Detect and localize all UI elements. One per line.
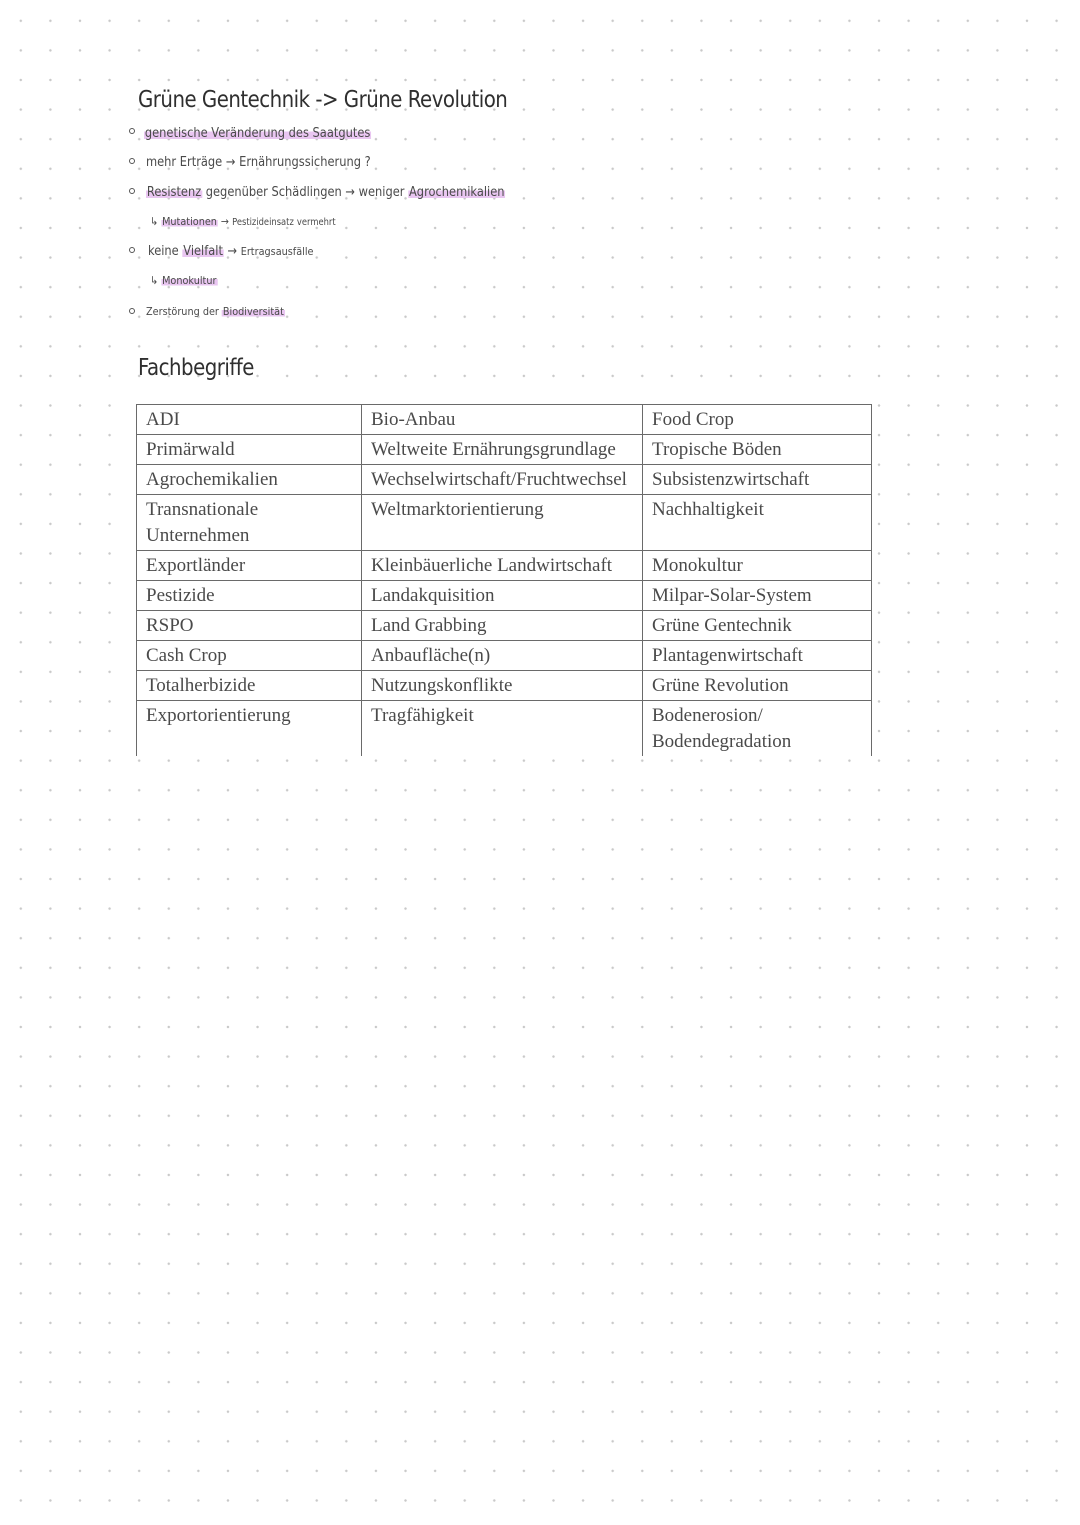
bullet-icon xyxy=(129,188,135,194)
table-cell: Milpar-Solar-System xyxy=(643,581,872,611)
note-item xyxy=(144,126,371,141)
section-title-fachbegriffe: Fachbegriffe xyxy=(138,355,254,381)
table-cell: Exportländer xyxy=(137,551,362,581)
bullet-icon xyxy=(129,128,135,134)
table-cell: Plantagenwirtschaft xyxy=(643,641,872,671)
table-row xyxy=(137,671,872,701)
table-cell: Cash Crop xyxy=(137,641,362,671)
table-cell: RSPO xyxy=(137,611,362,641)
arrow-right-icon: → xyxy=(225,155,236,170)
arrow-right-icon: → xyxy=(227,244,238,259)
note-text: Zerstörung xyxy=(146,305,200,318)
sub-arrow-icon: ↳ xyxy=(150,274,159,287)
bullet-icon xyxy=(129,308,135,314)
table-cell: Landakquisition xyxy=(362,581,643,611)
table-cell: Weltmarktorientierung xyxy=(362,495,643,551)
table-row xyxy=(137,701,872,757)
table-cell: Food Crop xyxy=(643,405,872,435)
table-cell: Pestizide xyxy=(137,581,362,611)
table-row xyxy=(137,435,872,465)
table-cell: Tropische Böden xyxy=(643,435,872,465)
table-row xyxy=(137,551,872,581)
table-cell: Monokultur xyxy=(643,551,872,581)
table-cell: Tragfähigkeit xyxy=(362,701,643,757)
table-cell: Anbaufläche(n) xyxy=(362,641,643,671)
note-text: keine xyxy=(148,244,179,259)
note-item xyxy=(146,305,285,318)
note-text: Pestizideinsatz xyxy=(232,217,294,228)
sub-arrow-icon: ↳ xyxy=(150,215,159,228)
table-cell: Bodenerosion/ Bodendegradation xyxy=(643,701,872,757)
table-cell: Kleinbäuerliche Landwirtschaft xyxy=(362,551,643,581)
table-cell: Weltweite Ernährungsgrundlage xyxy=(362,435,643,465)
note-text: Mutationen xyxy=(162,215,217,228)
table-cell: Transnationale Unternehmen xyxy=(137,495,362,551)
note-text: Ertragsausfälle xyxy=(240,245,314,258)
note-text: weniger xyxy=(358,185,405,200)
table-cell: Exportorientierung xyxy=(137,701,362,757)
note-text: Monokultur xyxy=(162,274,217,287)
note-item xyxy=(150,274,217,287)
table-cell: Totalherbizide xyxy=(137,671,362,701)
note-text: Biodiversität xyxy=(222,305,284,318)
note-item xyxy=(146,185,505,200)
note-text: gegenüber xyxy=(205,185,268,200)
note-text: Agrochemikalien xyxy=(408,185,505,200)
table-row xyxy=(137,405,872,435)
note-text: vermehrt xyxy=(296,217,336,228)
table-row xyxy=(137,465,872,495)
table-row xyxy=(137,581,872,611)
bullet-icon xyxy=(129,247,135,253)
table-cell: Bio-Anbau xyxy=(362,405,643,435)
note-text: Ernährungssicherung ? xyxy=(239,155,371,170)
table-row xyxy=(137,611,872,641)
table-cell: Agrochemikalien xyxy=(137,465,362,495)
table-row xyxy=(137,641,872,671)
table-cell: Grüne Revolution xyxy=(643,671,872,701)
table-cell: Subsistenzwirtschaft xyxy=(643,465,872,495)
note-text: Vielfalt xyxy=(183,244,223,259)
note-text: Resistenz xyxy=(146,185,202,200)
note-item xyxy=(148,244,313,259)
note-item xyxy=(146,155,371,170)
table-cell: Land Grabbing xyxy=(362,611,643,641)
table-cell: Grüne Gentechnik xyxy=(643,611,872,641)
note-text: mehr Erträge xyxy=(146,155,223,170)
arrow-right-icon: → xyxy=(345,185,355,200)
table-cell: ADI xyxy=(137,405,362,435)
table-cell: Primärwald xyxy=(137,435,362,465)
table-cell: Nachhaltigkeit xyxy=(643,495,872,551)
table-cell: Wechselwirtschaft/Fruchtwechsel xyxy=(362,465,643,495)
bullet-icon xyxy=(129,158,135,164)
note-text: der xyxy=(202,305,219,318)
terms-table xyxy=(136,404,872,756)
page-title: Grüne Gentechnik -> Grüne Revolution xyxy=(138,87,508,113)
note-text: Schädlingen xyxy=(271,185,342,200)
notes-list xyxy=(0,0,1080,340)
note-text: genetische Veränderung des Saatgutes xyxy=(144,126,371,141)
table-row xyxy=(137,495,872,551)
arrow-right-icon: → xyxy=(220,215,229,228)
note-item xyxy=(150,215,336,228)
table-cell: Nutzungskonflikte xyxy=(362,671,643,701)
